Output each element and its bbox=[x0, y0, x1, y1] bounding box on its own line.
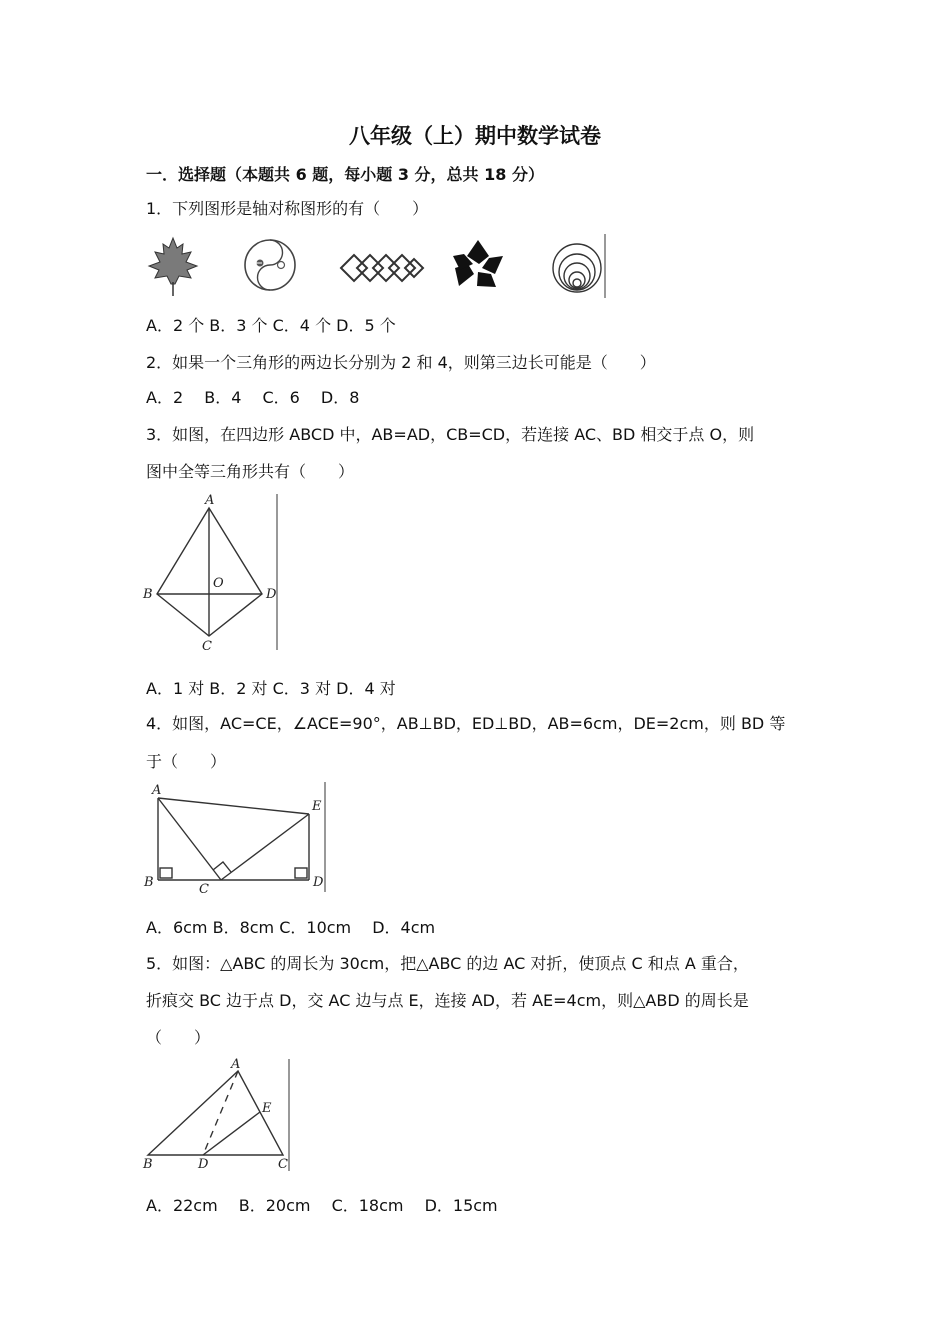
question-3-stem-line-1: 3．如图，在四边形 ABCD 中，AB=AD，CB=CD，若连接 AC、BD 相交于点 O，则 bbox=[146, 425, 755, 444]
pentagon-star-icon bbox=[453, 240, 503, 287]
vertex-label-c: C bbox=[278, 1157, 288, 1172]
question-3-figure bbox=[143, 490, 283, 655]
vertex-label-a: A bbox=[231, 1057, 241, 1072]
vertex-label-e: E bbox=[312, 799, 322, 814]
vertex-label-b: B bbox=[144, 875, 154, 890]
vertex-label-d: D bbox=[313, 875, 324, 890]
page-title: 八年级（上）期中数学试卷 bbox=[349, 124, 601, 148]
question-4-figure bbox=[143, 780, 333, 895]
vertex-label-e: E bbox=[262, 1101, 272, 1116]
vertex-label-b: B bbox=[143, 1157, 153, 1172]
question-2-options: A．2 B．4 C．6 D．8 bbox=[146, 388, 360, 407]
question-1-figures bbox=[143, 232, 609, 300]
question-1-options: A．2 个 B．3 个 C．4 个 D．5 个 bbox=[146, 316, 396, 335]
section-heading: 一．选择题（本题共 6 题，每小题 3 分，总共 18 分） bbox=[146, 165, 544, 184]
question-5-stem-line-1: 5．如图：△ABC 的周长为 30cm，把△ABC 的边 AC 对折，使顶点 C 和点 A 重合， bbox=[146, 954, 749, 973]
question-4-options: A．6cm B．8cm C．10cm D．4cm bbox=[146, 918, 436, 937]
vertex-label-d: D bbox=[198, 1157, 209, 1172]
maple-leaf-icon bbox=[149, 238, 197, 296]
question-3-stem-line-2: 图中全等三角形共有（ ） bbox=[146, 462, 355, 481]
question-5-figure bbox=[143, 1055, 293, 1175]
yin-yang-icon bbox=[245, 240, 295, 290]
nested-circles-icon bbox=[553, 234, 605, 298]
question-2-stem: 2．如果一个三角形的两边长分别为 2 和 4，则第三边长可能是（ ） bbox=[146, 353, 656, 372]
vertex-label-d: D bbox=[266, 587, 277, 602]
vertex-label-c: C bbox=[199, 882, 209, 897]
vertex-label-b: B bbox=[143, 587, 153, 602]
question-4-stem-line-2: 于（ ） bbox=[146, 752, 227, 771]
question-3-options: A．1 对 B．2 对 C．3 对 D．4 对 bbox=[146, 679, 396, 698]
question-5-options: A．22cm B．20cm C．18cm D．15cm bbox=[146, 1196, 498, 1215]
question-5-stem-line-3: （ ） bbox=[146, 1028, 211, 1047]
question-5-stem-line-2: 折痕交 BC 边于点 D，交 AC 边与点 E，连接 AD，若 AE=4cm，则△ABD 的周长是 bbox=[146, 991, 749, 1010]
question-1-stem: 1．下列图形是轴对称图形的有（ ） bbox=[146, 199, 429, 218]
vertex-label-a: A bbox=[205, 493, 215, 508]
vertex-label-o: O bbox=[213, 576, 224, 591]
question-4-stem-line-1: 4．如图，AC=CE，∠ACE=90°，AB⊥BD，ED⊥BD，AB=6cm，DE=2cm，则 BD 等 bbox=[146, 714, 786, 733]
knot-pattern-icon bbox=[341, 255, 423, 281]
vertex-label-a: A bbox=[152, 783, 162, 798]
vertex-label-c: C bbox=[202, 639, 212, 654]
